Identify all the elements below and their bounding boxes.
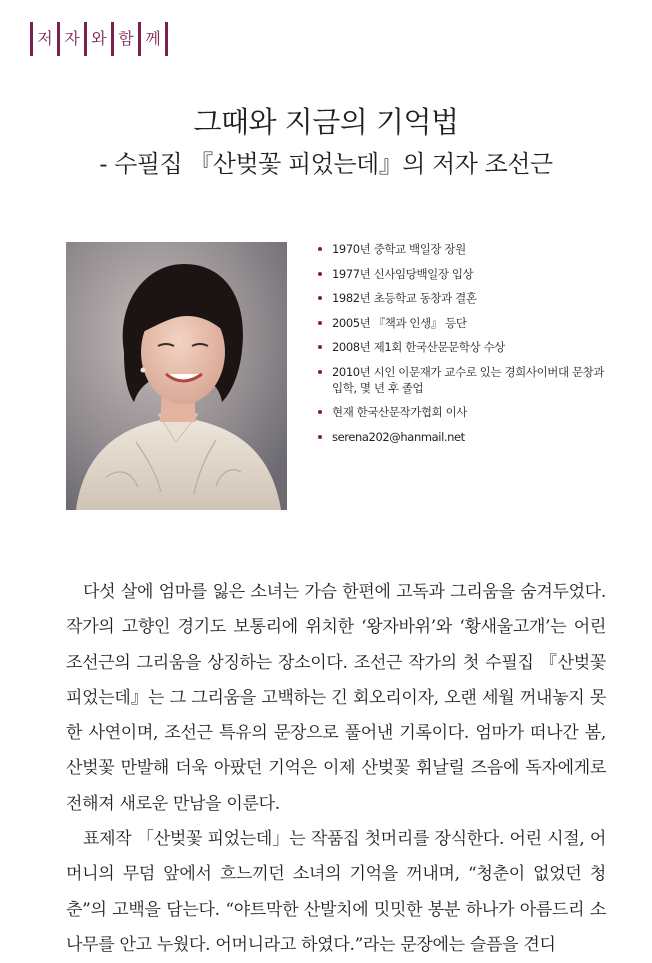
bullet-icon xyxy=(318,296,322,300)
section-char: 자 xyxy=(64,29,80,48)
bio-item: 1977년 신사임당백일장 입상 xyxy=(318,266,618,282)
bio-item: 1982년 초등학교 동창과 결혼 xyxy=(318,290,618,306)
bio-item: 1970년 중학교 백일장 장원 xyxy=(318,241,618,257)
bullet-icon xyxy=(318,345,322,349)
article-body xyxy=(66,575,606,963)
section-tag xyxy=(30,22,168,56)
section-divider xyxy=(165,22,168,56)
bullet-icon xyxy=(318,435,322,439)
article-subtitle: - 수필집 『산벚꽃 피었는데』의 저자 조선근 xyxy=(99,150,553,178)
bio-item: 2008년 제1회 한국산문문학상 수상 xyxy=(318,339,618,355)
portrait-drawing xyxy=(66,242,287,510)
section-char: 함 xyxy=(118,29,134,48)
author-bio-list xyxy=(318,241,618,453)
bio-item: 2005년 『책과 인생』 등단 xyxy=(318,315,618,331)
bullet-icon xyxy=(318,370,322,374)
section-char: 께 xyxy=(145,29,161,48)
body-paragraph: 다섯 살에 엄마를 잃은 소녀는 가슴 한편에 고독과 그리움을 숨겨두었다. 작가의 고향인 경기도 보통리에 위치한 ‘왕자바위’와 ‘황새울고개’는 어린 조선근의 그리움을 상징하는 장소이다. 조선근 작가의 첫 수필집 『산벚꽃 피었는데』는 그 그리움을 고백하는 긴 회오리이자, 오랜 세월 꺼내놓지 못한 사연이며, 조선근 특유의 문장으로 풀어낸 기록이다. 엄마가 떠나간 봄, 산벚꽃 만발해 더욱 아팠던 기억은 이제 산벚꽃 휘날릴 즈음에 독자에게로 전해져 새로운 만남을 이룬다. xyxy=(66,582,606,814)
bio-item: 현재 한국산문작가협회 이사 xyxy=(318,404,618,420)
bio-item: 2010년 시인 이문재가 교수로 있는 경희사이버대 문창과 입학, 몇 년 후 졸업 xyxy=(318,364,618,396)
bullet-icon xyxy=(318,247,322,251)
article-title: 그때와 지금의 기억법 xyxy=(193,105,459,139)
section-char: 와 xyxy=(91,29,107,48)
bullet-icon xyxy=(318,321,322,325)
body-paragraph: 표제작 「산벚꽃 피었는데」는 작품집 첫머리를 장식한다. 어린 시절, 어머니의 무덤 앞에서 흐느끼던 소녀의 기억을 꺼내며, “청춘이 없었던 청춘”의 고백을 담는다. “야트막한 산발치에 밋밋한 봉분 하나가 아름드리 소나무를 안고 누웠다. 어머니라고 하였다.”라는 문장에는 슬픔을 견디 xyxy=(66,829,606,955)
section-char: 저 xyxy=(37,29,53,48)
article-title-block xyxy=(0,100,652,184)
author-portrait xyxy=(66,242,287,510)
bullet-icon xyxy=(318,272,322,276)
bullet-icon xyxy=(318,410,322,414)
bio-item-email: serena202@hanmail.net xyxy=(318,429,618,445)
